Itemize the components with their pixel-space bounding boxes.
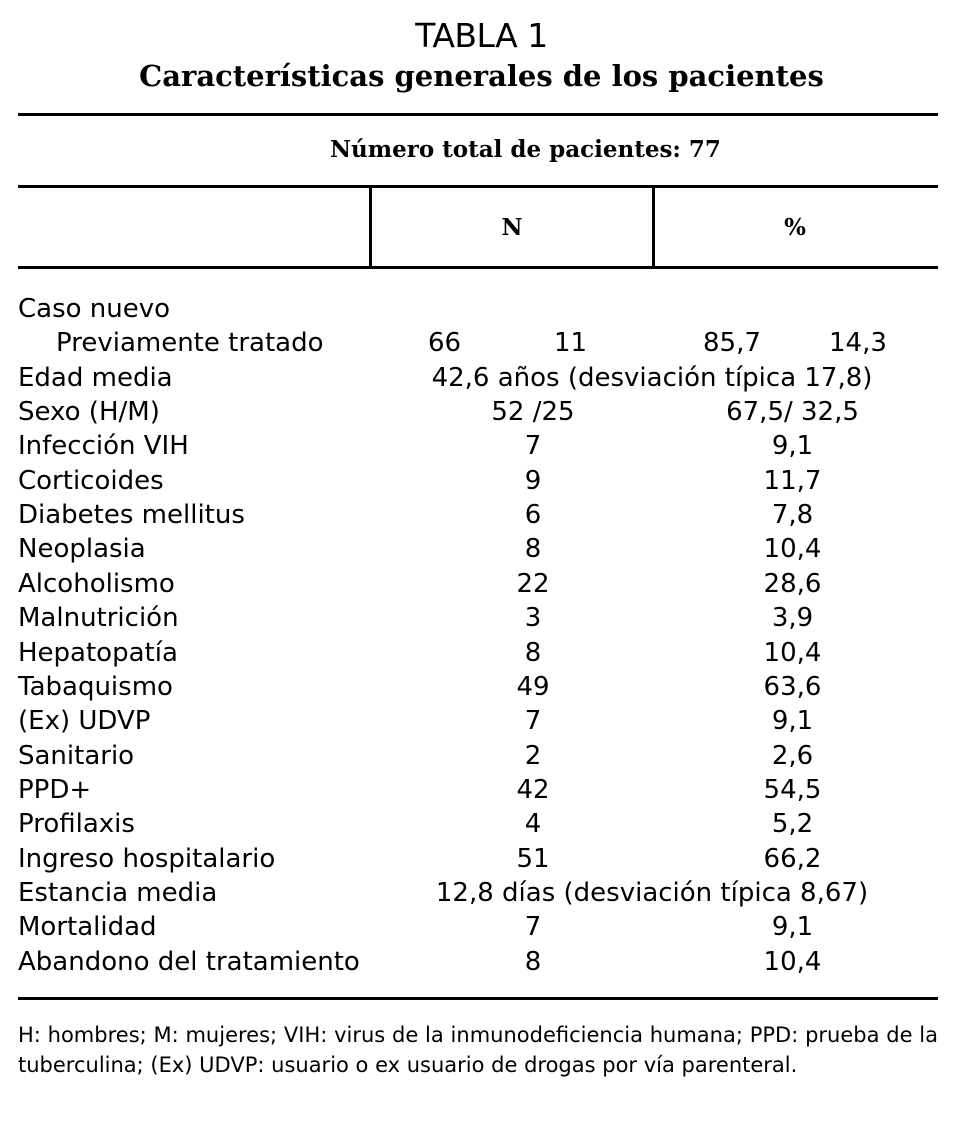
table-label: TABLA 1 bbox=[415, 16, 548, 55]
row-pct-value: 63,6 bbox=[763, 671, 822, 702]
row-n-value: 7 bbox=[524, 431, 542, 462]
table-row bbox=[18, 807, 938, 841]
header-rule bbox=[18, 185, 938, 188]
row-n-value: 8 bbox=[524, 637, 542, 668]
row-pct-value: 7,8 bbox=[771, 500, 814, 531]
row-label: Corticoides bbox=[18, 465, 164, 496]
row-pct-value: 28,6 bbox=[763, 568, 822, 599]
row-pct-value: 3,9 bbox=[771, 603, 814, 634]
footnote: H: hombres; M: mujeres; VIH: virus de la inmunodeficiencia humana; PPD: prueba de la tuberculina; (Ex) UDVP: usuario o ex usuario de drogas por vía parenteral. bbox=[18, 1023, 938, 1077]
row-label: Infección VIH bbox=[18, 431, 189, 462]
row-n-value: 66 bbox=[428, 328, 462, 359]
row-label: PPD+ bbox=[18, 774, 92, 805]
row-label: Malnutrición bbox=[18, 603, 179, 634]
row-label: Caso nuevo bbox=[18, 294, 171, 324]
row-label: (Ex) UDVP bbox=[18, 706, 151, 737]
row-pct-value: 66,2 bbox=[763, 843, 822, 874]
bottom-rule bbox=[18, 997, 938, 1000]
column-header-rule bbox=[18, 266, 938, 269]
row-n-value: 42 bbox=[516, 774, 550, 805]
row-label: Mortalidad bbox=[18, 912, 157, 943]
row-n-value: 9 bbox=[524, 465, 542, 496]
row-n-value: 7 bbox=[524, 706, 542, 737]
row-n-value: 6 bbox=[524, 500, 542, 531]
row-label: Tabaquismo bbox=[18, 671, 173, 702]
table-row bbox=[18, 464, 938, 498]
row-n-value: 3 bbox=[524, 603, 542, 634]
row-pct-value: 10,4 bbox=[763, 946, 822, 977]
row-pct-value: 14,3 bbox=[829, 328, 887, 359]
row-n-value: 4 bbox=[524, 809, 542, 840]
table-row bbox=[18, 498, 938, 532]
row-label: Neoplasia bbox=[18, 534, 146, 565]
table-row bbox=[18, 842, 938, 876]
row-pct-value: 11,7 bbox=[763, 465, 822, 496]
row-label: Ingreso hospitalario bbox=[18, 843, 276, 874]
row-pct-value: 85,7 bbox=[703, 328, 761, 359]
table-row bbox=[18, 876, 938, 910]
row-label: Estancia media bbox=[18, 877, 218, 908]
row-n-value: 22 bbox=[516, 568, 550, 599]
table-row bbox=[18, 773, 938, 807]
row-label: Hepatopatía bbox=[18, 637, 178, 668]
table-title: Características generales de los pacientes bbox=[139, 59, 824, 93]
row-n-value: 52 /25 bbox=[491, 397, 575, 428]
row-label: Previamente tratado bbox=[56, 328, 324, 359]
row-pct-value: 54,5 bbox=[763, 774, 822, 805]
table-row bbox=[18, 395, 938, 429]
table-row bbox=[18, 532, 938, 566]
row-label: Diabetes mellitus bbox=[18, 500, 245, 531]
row-pct-value: 2,6 bbox=[771, 740, 814, 771]
row-pct-value: 9,1 bbox=[771, 912, 814, 943]
table-row bbox=[18, 704, 938, 738]
row-label: Sanitario bbox=[18, 740, 135, 771]
row-pct-value: 9,1 bbox=[771, 706, 814, 737]
row-summary-value: 12,8 días (desviación típica 8,67) bbox=[435, 877, 869, 908]
row-summary-value: 42,6 años (desviación típica 17,8) bbox=[431, 362, 873, 393]
row-n-value: 8 bbox=[524, 946, 542, 977]
row-pct-value: 67,5/ 32,5 bbox=[726, 397, 859, 428]
row-n-value: 8 bbox=[524, 534, 542, 565]
table-row bbox=[18, 945, 938, 979]
table-row bbox=[18, 567, 938, 601]
table-row bbox=[18, 636, 938, 670]
table-row bbox=[18, 292, 938, 326]
row-label: Profilaxis bbox=[18, 809, 135, 840]
row-pct-value: 9,1 bbox=[771, 431, 814, 462]
row-n-value: 11 bbox=[554, 328, 588, 359]
table-row bbox=[18, 429, 938, 463]
column-header-pct: % bbox=[784, 214, 806, 241]
row-n-value: 51 bbox=[516, 843, 550, 874]
row-n-value: 7 bbox=[524, 912, 542, 943]
row-label: Abandono del tratamiento bbox=[18, 946, 360, 977]
row-n-value: 2 bbox=[524, 740, 542, 771]
table-row bbox=[18, 326, 938, 360]
row-n-value: 49 bbox=[516, 671, 550, 702]
total-patients: Número total de pacientes: 77 bbox=[330, 136, 721, 163]
row-pct-value: 5,2 bbox=[771, 809, 814, 840]
row-label: Alcoholismo bbox=[18, 568, 175, 599]
row-pct-value: 10,4 bbox=[763, 637, 822, 668]
table-row bbox=[18, 739, 938, 773]
row-pct-value: 10,4 bbox=[763, 534, 822, 565]
table-row bbox=[18, 601, 938, 635]
row-label: Edad media bbox=[18, 362, 173, 393]
table-row bbox=[18, 361, 938, 395]
table-row bbox=[18, 670, 938, 704]
row-label: Sexo (H/M) bbox=[18, 397, 160, 428]
top-rule bbox=[18, 113, 938, 116]
table-row bbox=[18, 910, 938, 944]
column-header-n: N bbox=[501, 214, 523, 241]
